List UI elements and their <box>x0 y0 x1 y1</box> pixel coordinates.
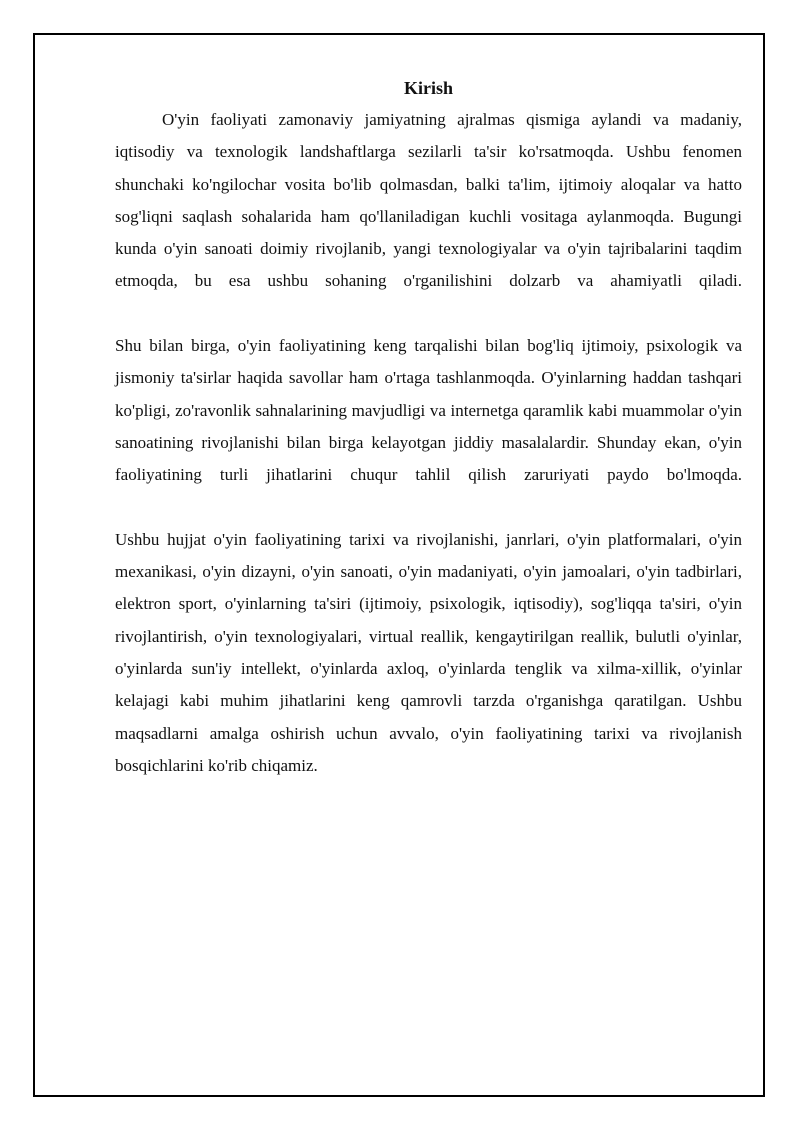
paragraph-gap <box>115 298 742 330</box>
paragraph-intro: O'yin faoliyati zamonaviy jamiyatning ajralmas qismiga aylandi va madaniy, iqtisodiy va texnologik landshaftlarga sezilarli ta'sir ko'rsatmoqda. Ushbu fenomen shunchaki ko'ngilochar vosita bo'lib qolmasdan, balki ta'lim, ijtimoiy aloqalar va hatto sog'liqni saqlash sohalarida ham qo'llaniladigan kuchli vositaga aylanmoqda. Bugungi kunda o'yin sanoati doimiy rivojlanib, yangi texnologiyalar va o'yin tajribalarini taqdim etmoqda, bu esa ushbu sohaning o'rganilishini dolzarb va ahamiyatli qiladi. <box>115 110 742 291</box>
paragraph-concerns: Shu bilan birga, o'yin faoliyatining keng tarqalishi bilan bog'liq ijtimoiy, psixologik va jismoniy ta'sirlar haqida savollar ham o'rtaga tashlanmoqda. O'yinlarning haddan tashqari ko'pligi, zo'ravonlik sahnalarining mavjudligi va internetga qaramlik kabi muammolar o'yin sanoatining rivojlanishi bilan birga kelayotgan jiddiy masalalardir. Shunday ekan, o'yin faoliyatining turli jihatlarini chuqur tahlil qilish zaruriyati paydo bo'lmoqda. <box>115 336 742 485</box>
document-title: Kirish <box>403 78 453 98</box>
document-body <box>115 72 742 782</box>
paragraph-gap <box>115 492 742 524</box>
paragraph-scope: Ushbu hujjat o'yin faoliyatining tarixi va rivojlanishi, janrlari, o'yin platformalari, o'yin mexanikasi, o'yin dizayni, o'yin sanoati, o'yin madaniyati, o'yin jamoalari, o'yin tadbirlari, elektron sport, o'yinlarning ta'siri (ijtimoiy, psixologik, iqtisodiy), sog'liqqa ta'siri, o'yin rivojlantirish, o'yin texnologiyalari, virtual reallik, kengaytirilgan reallik, bulutli o'yinlar, o'yinlarda sun'iy intellekt, o'yinlarda axloq, o'yinlarda tenglik va xilma-xillik, o'yinlar kelajagi kabi muhim jihatlarini keng qamrovli tarzda o'rganishga qaratilgan. Ushbu maqsadlarni amalga oshirish uchun avvalo, o'yin faoliyatining tarixi va rivojlanish bosqichlarini ko'rib chiqamiz. <box>115 529 742 775</box>
